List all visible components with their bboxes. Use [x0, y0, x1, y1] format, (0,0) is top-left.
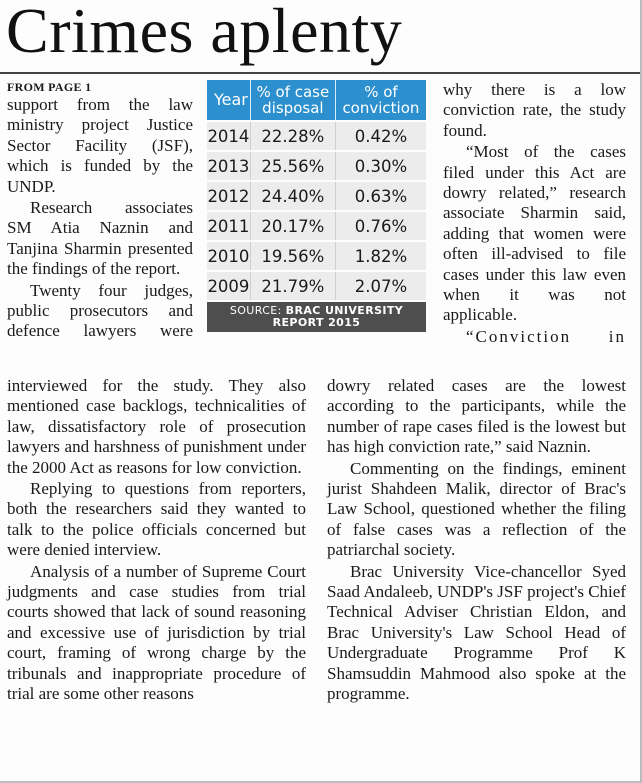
- header-conviction: % of conviction: [335, 80, 426, 121]
- cell-disposal: 20.17%: [250, 211, 335, 241]
- table-row: [207, 181, 426, 211]
- header-year: Year: [207, 80, 250, 121]
- cell-disposal: 24.40%: [250, 181, 335, 211]
- paragraph: why there is a low conviction rate, the study found.: [443, 80, 626, 140]
- table-row: [207, 151, 426, 181]
- paragraph: Research associates SM Atia Naznin and Tanjina Sharmin presented the findings of the report.: [7, 198, 193, 279]
- stats-table-box: [207, 80, 426, 332]
- paragraph: Replying to questions from reporters, both the researchers said they wanted to talk to the police officials concerned but were denied interview.: [7, 479, 306, 560]
- table-row: [207, 121, 426, 151]
- table-row: [207, 241, 426, 271]
- cell-year: 2010: [207, 241, 250, 271]
- article-column-1-bottom: [7, 376, 306, 705]
- paragraph: Commenting on the findings, eminent jurist Shahdeen Malik, director of Brac's Law School, questioned whether the filing of false cases was a reflection of the patriarchal society.: [327, 458, 626, 560]
- table-header-row: [207, 80, 426, 121]
- paragraph: Twenty four judges, public prosecutors and defence lawyers were: [7, 280, 193, 341]
- article-column-2-bottom: [327, 376, 626, 705]
- article-column-2-top: [443, 80, 626, 347]
- cell-conviction: 0.63%: [335, 181, 426, 211]
- jump-label: FROM PAGE 1: [7, 80, 92, 94]
- cell-year: 2013: [207, 151, 250, 181]
- table-row: [207, 271, 426, 300]
- conviction-table: [207, 80, 426, 300]
- cell-year: 2014: [207, 121, 250, 151]
- paragraph: “Most of the cases filed under this Act are dowry related,” research associate Sharmin said, adding that women were often ill-advised to file cases under this law even when it was not applicable.: [443, 142, 626, 325]
- cell-disposal: 22.28%: [250, 121, 335, 151]
- paragraph: “Conviction in: [466, 326, 626, 346]
- paragraph: dowry related cases are the lowest according to the participants, while the number of rape cases filed is the lowest but has high conviction rate,” said Naznin.: [327, 376, 626, 457]
- headline: Crimes aplenty: [6, 0, 403, 66]
- cell-conviction: 0.30%: [335, 151, 426, 181]
- article-column-1-top: [7, 80, 193, 342]
- cell-disposal: 21.79%: [250, 271, 335, 300]
- cell-disposal: 19.56%: [250, 241, 335, 271]
- cell-year: 2012: [207, 181, 250, 211]
- cell-conviction: 2.07%: [335, 271, 426, 300]
- header-disposal: % of case disposal: [250, 80, 335, 121]
- cell-conviction: 0.76%: [335, 211, 426, 241]
- cell-conviction: 0.42%: [335, 121, 426, 151]
- table-row: [207, 211, 426, 241]
- paragraph: support from the law ministry project Justice Sector Facility (JSF), which is funded by the UNDP.: [7, 95, 193, 196]
- source-label: SOURCE:: [229, 304, 282, 317]
- source-text: BRAC UNIVERSITY REPORT 2015: [272, 304, 404, 329]
- cell-conviction: 1.82%: [335, 241, 426, 271]
- cell-year: 2009: [207, 271, 250, 300]
- paragraph: Brac University Vice-chancellor Syed Saad Andaleeb, UNDP's JSF project's Chief Technical Adviser Christian Eldon, and Brac University's Law School Head of Undergraduate Programme Prof K Shamsuddin Mahmood also spoke at the programme.: [327, 561, 626, 704]
- cell-disposal: 25.56%: [250, 151, 335, 181]
- paragraph: Analysis of a number of Supreme Court judgments and case studies from trial courts showed that lack of sound reasoning and excessive use of jurisdiction by trial court, framing of wrong charge by the tribunals and inappropriate procedure of trial are some other reasons: [7, 561, 306, 704]
- paragraph: interviewed for the study. They also mentioned case backlogs, technicalities of law, dissatisfactory role of prosecution lawyers and harshness of punishment under the 2000 Act as reasons for low conviction.: [7, 376, 306, 477]
- headline-rule: [0, 72, 640, 74]
- table-source: [207, 302, 426, 332]
- cell-year: 2011: [207, 211, 250, 241]
